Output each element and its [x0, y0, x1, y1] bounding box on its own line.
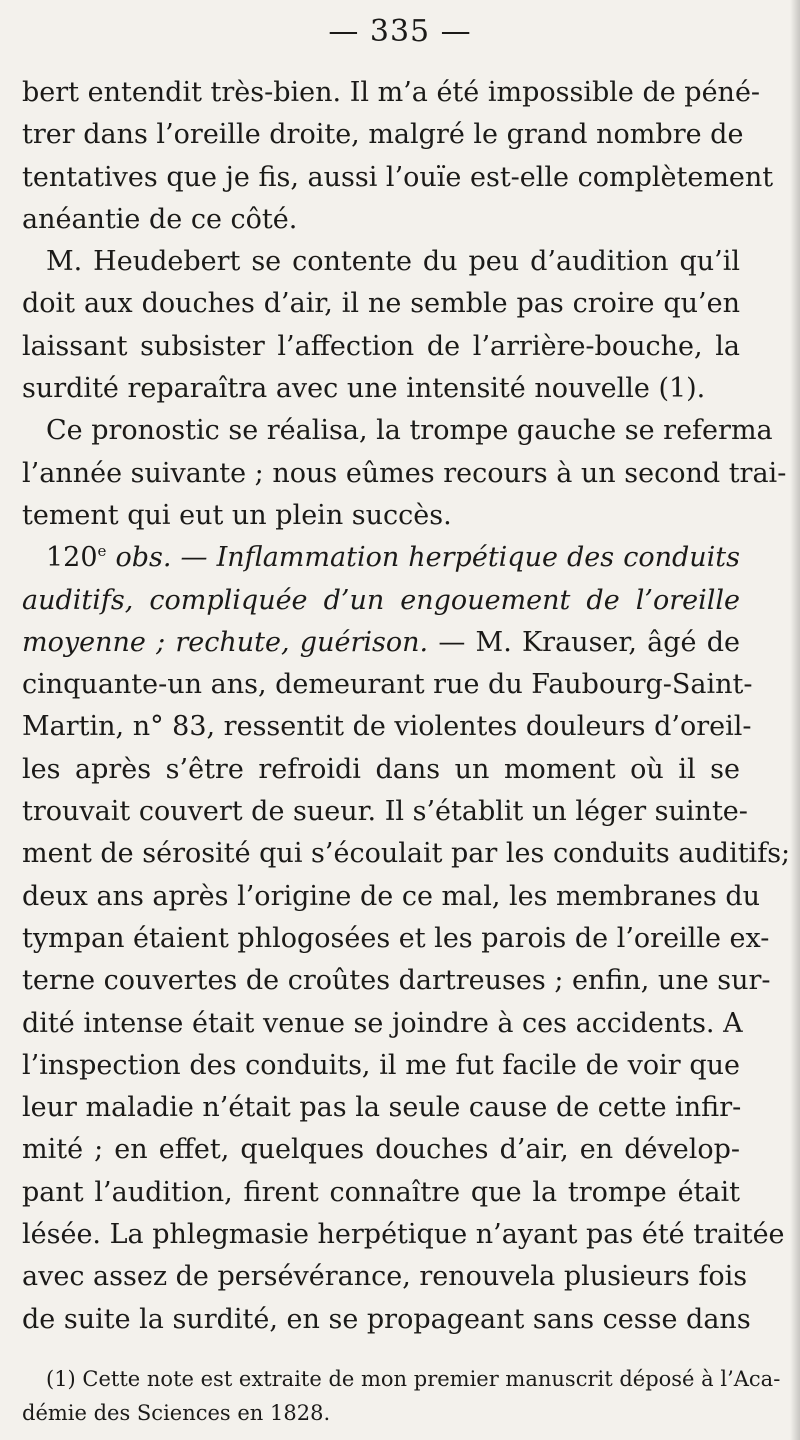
text-line: terne couvertes de croûtes dartreuses ; enfin, une sur- [22, 965, 771, 997]
text-line: anéantie de ce côté. [22, 203, 298, 235]
text-line: tympan étaient phlogosées et les parois de l’oreille ex- [22, 922, 770, 954]
text-line: lésée. La phlegmasie herpétique n’ayant pas été traitée [22, 1219, 785, 1251]
text-line: tement qui eut un plein succès. [22, 499, 452, 531]
footnote [22, 1362, 781, 1430]
text-line: auditifs, compliquée d’un engouement de l’oreille [22, 584, 740, 616]
text-line: deux ans après l’origine de ce mal, les membranes du [22, 880, 761, 912]
text-line: Martin, n° 83, ressentit de violentes douleurs d’oreil- [22, 711, 752, 743]
text-line: de suite la surdité, en se propageant sans cesse dans [22, 1303, 751, 1335]
observation-title-end: moyenne ; rechute, guérison. [22, 626, 429, 658]
text-line: M. Heudebert se contente du peu d’audition qu’il [46, 246, 740, 278]
text-line: leur maladie n’était pas la seule cause de cette infir- [22, 1092, 742, 1124]
text-line: pant l’audition, firent connaître que la trompe était [22, 1176, 740, 1208]
body-text [22, 72, 791, 1341]
text-line: surdité reparaîtra avec une intensité nouvelle (1). [22, 373, 706, 405]
observation-heading-line [22, 537, 740, 579]
text-line: dité intense était venue se joindre à ces accidents. A [22, 1007, 743, 1039]
observation-number: 120 [46, 542, 98, 574]
text-line: trer dans l’oreille droite, malgré le grand nombre de [22, 119, 744, 151]
text-line: l’année suivante ; nous eûmes recours à un second trai- [22, 457, 787, 489]
text-line: les après s’être refroidi dans un moment où il se [22, 753, 740, 785]
footnote-line: (1) Cette note est extraite de mon premier manuscrit déposé à l’Aca- [46, 1367, 781, 1391]
observation-number-suffix: e [97, 542, 107, 561]
text-line: l’inspection des conduits, il me fut facile de voir que [22, 1049, 740, 1081]
text-line: mité ; en effet, quelques douches d’air, en dévelop- [22, 1134, 740, 1166]
observation-title: obs. — Inflammation herpétique des conduits [115, 542, 740, 574]
text-line: trouvait couvert de sueur. Il s’établit un léger suinte- [22, 796, 748, 828]
footnote-line: démie des Sciences en 1828. [22, 1401, 331, 1425]
text-line: doit aux douches d’air, il ne semble pas croire qu’en [22, 288, 740, 320]
text-line: cinquante-un ans, demeurant rue du Faubourg-Saint- [22, 669, 753, 701]
page-edge-shadow [790, 0, 800, 1440]
text-line: laissant subsister l’affection de l’arrière-bouche, la [22, 330, 740, 362]
text-line [22, 622, 740, 664]
text-line: ment de sérosité qui s’écoulait par les conduits auditifs; [22, 838, 791, 870]
text-line: avec assez de persévérance, renouvela plusieurs fois [22, 1261, 748, 1293]
observation-text-start: — M. Krauser, âgé de [438, 626, 740, 658]
page-number: — 335 — [328, 14, 472, 49]
text-line: Ce pronostic se réalisa, la trompe gauche se referma [46, 415, 773, 447]
text-line: tentatives que je fis, aussi l’ouïe est-elle complètement [22, 161, 774, 193]
text-line: bert entendit très-bien. Il m’a été impossible de péné- [22, 77, 761, 108]
